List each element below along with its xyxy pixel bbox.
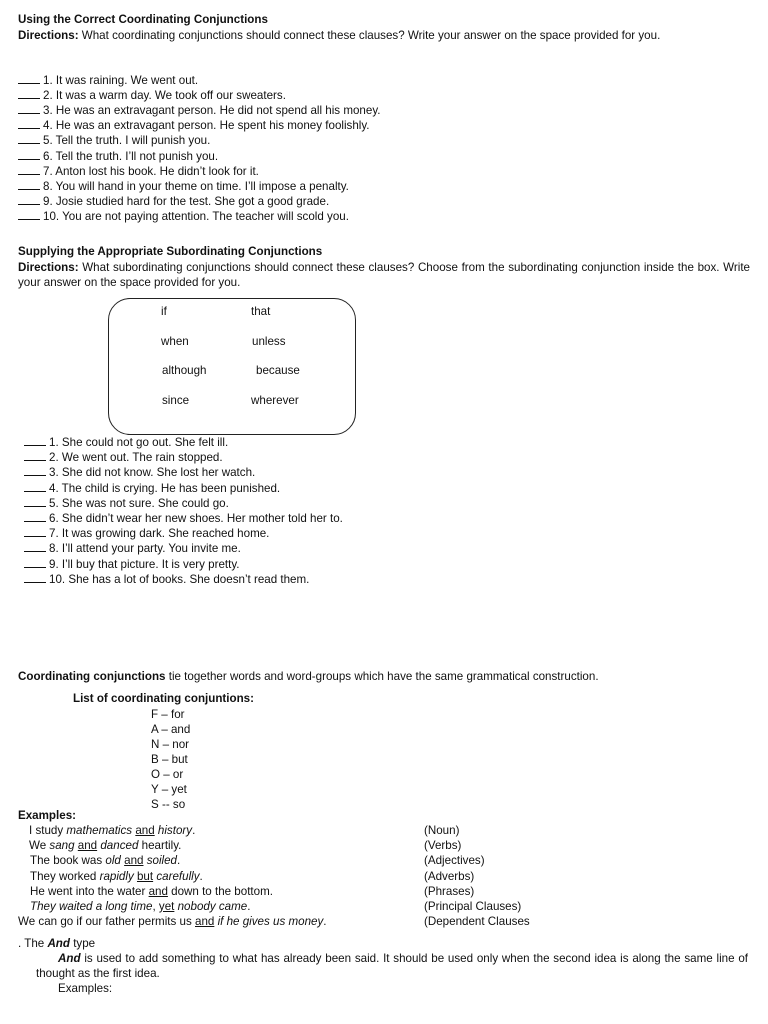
example-sentence <box>30 853 180 868</box>
answer-blank <box>18 209 40 220</box>
item-text: 3. She did not know. She lost her watch. <box>49 466 256 480</box>
example-part: I study <box>29 824 67 837</box>
exercise-item <box>24 557 240 572</box>
example-part: . <box>177 854 181 868</box>
and-type-prefix: . The <box>18 937 48 950</box>
example-part: carefully <box>156 869 200 883</box>
example-part: and <box>148 884 168 898</box>
example-category: (Verbs) <box>424 839 462 853</box>
example-part: They worked <box>30 869 100 883</box>
exercise-item <box>24 572 309 587</box>
example-part: danced <box>100 839 139 853</box>
example-category: (Principal Clauses) <box>424 900 522 913</box>
example-part: old <box>105 854 121 868</box>
example-part: mathematics <box>66 824 133 837</box>
example-sentence <box>18 914 327 929</box>
conjunction-item: S -- so <box>151 798 186 811</box>
exercise-item <box>18 209 349 224</box>
item-text: 7. It was growing dark. She reached home. <box>49 527 270 541</box>
exercise-item <box>18 133 210 148</box>
example-category: (Phrases) <box>424 884 475 898</box>
and-paragraph <box>36 951 748 981</box>
directions-text: What coordinating conjunctions should connect these clauses? Write your answer on the space provided for you. <box>78 29 661 42</box>
exercise-item <box>24 481 280 496</box>
item-text: 1. She could not go out. She felt ill. <box>49 436 229 449</box>
item-text: 10. You are not paying attention. The teacher will scold you. <box>43 209 349 223</box>
and-para-word: And <box>58 952 81 965</box>
answer-blank <box>18 103 40 114</box>
item-text: 1. It was raining. We went out. <box>43 74 199 87</box>
and-type-suffix: type <box>69 937 96 950</box>
list-title: List of coordinating conjuntions: <box>73 692 254 705</box>
item-text: 2. It was a warm day. We took off our sweaters. <box>43 89 286 103</box>
and-type-heading <box>18 936 95 951</box>
exercise-item <box>24 450 223 465</box>
example-category: (Adjectives) <box>424 854 485 868</box>
answer-blank <box>18 194 40 205</box>
conjunction-box <box>108 298 356 435</box>
answer-blank <box>18 164 40 175</box>
conjunction-item: B – but <box>151 753 188 766</box>
example-sentence <box>29 823 195 838</box>
exercise-item <box>24 541 241 556</box>
example-category: (Adverbs) <box>424 869 475 883</box>
exercise-item <box>24 465 255 480</box>
example-part: He went into the water <box>30 884 149 898</box>
section1-directions <box>18 28 750 43</box>
item-text: 9. I’ll buy that picture. It is very pretty. <box>49 557 240 571</box>
exercise-item <box>18 164 259 179</box>
example-part: if he gives us money <box>217 915 324 929</box>
example-part: We <box>29 839 50 853</box>
example-part: and <box>135 824 155 837</box>
example-sentence <box>30 884 273 899</box>
conjunction-item: N – nor <box>151 738 190 751</box>
section1-title: Using the Correct Coordinating Conjunctions <box>18 13 268 26</box>
answer-blank <box>24 526 46 537</box>
exercise-item <box>24 526 269 541</box>
answer-blank <box>24 541 46 552</box>
item-text: 10. She has a lot of books. She doesn’t read them. <box>49 572 310 586</box>
example-part: . <box>192 824 196 837</box>
item-text: 6. Tell the truth. I’ll not punish you. <box>43 149 219 163</box>
example-sentence <box>30 869 203 884</box>
answer-blank <box>18 88 40 99</box>
intro-bold: Coordinating conjunctions <box>18 670 166 683</box>
example-part: but <box>136 869 154 883</box>
box-word: wherever <box>251 393 299 407</box>
exercise-item <box>24 435 228 450</box>
box-word: although <box>162 364 207 378</box>
example-part: yet <box>158 900 175 913</box>
section2-directions <box>18 260 750 290</box>
answer-blank <box>24 465 46 476</box>
example-category: (Dependent Clauses <box>424 915 530 929</box>
exercise-item <box>18 179 349 194</box>
exercise-item <box>24 511 343 526</box>
item-text: 8. I’ll attend your party. You invite me. <box>49 542 241 556</box>
example-part: The book was <box>30 854 106 868</box>
directions-text: What subordinating conjunctions should connect these clauses? Choose from the subordinating conjunction inside the box. Write your answer on the space provided for you. <box>18 261 750 289</box>
box-word: that <box>251 305 271 318</box>
box-word: because <box>256 364 300 378</box>
exercise-item <box>18 118 370 133</box>
answer-blank <box>24 511 46 522</box>
example-sentence <box>29 838 181 853</box>
answer-blank <box>18 118 40 129</box>
example-part: . <box>323 915 327 929</box>
item-text: 3. He was an extravagant person. He did not spend all his money. <box>43 104 381 118</box>
exercise-item <box>18 103 381 118</box>
item-text: 4. The child is crying. He has been punished. <box>49 481 281 495</box>
example-part: history <box>157 824 193 837</box>
item-text: 7. Anton lost his book. He didn’t look for it. <box>43 164 259 178</box>
directions-label: Directions: <box>18 261 79 274</box>
item-text: 8. You will hand in your theme on time. I’ll impose a penalty. <box>43 179 349 193</box>
answer-blank <box>24 557 46 568</box>
example-part: , <box>152 900 159 913</box>
answer-blank <box>24 435 46 446</box>
and-type-word: And <box>47 937 70 950</box>
box-word: when <box>161 334 189 348</box>
answer-blank <box>18 133 40 144</box>
example-part: sang <box>49 839 75 853</box>
answer-blank <box>24 572 46 583</box>
intro-text: tie together words and word-groups which have the same grammatical construction. <box>165 670 599 683</box>
exercise-item <box>18 149 218 164</box>
item-text: 9. Josie studied hard for the test. She got a good grade. <box>43 194 330 208</box>
item-text: 5. Tell the truth. I will punish you. <box>43 134 211 148</box>
box-word: since <box>162 393 190 407</box>
answer-blank <box>18 179 40 190</box>
example-part: nobody came <box>177 900 248 913</box>
example-part: and <box>77 839 98 853</box>
coordinating-intro <box>18 669 599 684</box>
item-text: 2. We went out. The rain stopped. <box>49 451 223 465</box>
exercise-item <box>24 496 229 511</box>
example-part: down to the bottom. <box>167 884 273 898</box>
example-part: They waited a long time <box>30 900 153 913</box>
box-word: unless <box>252 334 286 348</box>
item-text: 5. She was not sure. She could go. <box>49 496 229 510</box>
example-part: We can go if our father permits us <box>18 915 195 929</box>
examples-label: Examples: <box>18 809 76 822</box>
and-para-text: is used to add something to what has already been said. It should be used only when the second idea is along the same line of thought as the first idea. <box>36 952 748 980</box>
conjunction-item: A – and <box>151 723 191 736</box>
example-part: soiled <box>146 854 177 868</box>
box-word: if <box>161 305 167 318</box>
answer-blank <box>24 450 46 461</box>
item-text: 6. She didn’t wear her new shoes. Her mother told her to. <box>49 512 343 525</box>
example-part: . <box>199 869 203 883</box>
exercise-item <box>18 88 286 103</box>
examples-label-2: Examples: <box>58 982 113 995</box>
directions-label: Directions: <box>18 29 79 42</box>
section2-title: Supplying the Appropriate Subordinating Conjunctions <box>18 245 323 258</box>
example-part: rapidly <box>99 869 134 883</box>
conjunction-item: Y – yet <box>151 783 187 796</box>
example-category: (Noun) <box>424 824 460 837</box>
exercise-item <box>18 194 329 209</box>
example-part: and <box>124 854 144 868</box>
example-part: and <box>195 915 215 929</box>
conjunction-item: F – for <box>151 708 185 721</box>
answer-blank <box>24 481 46 492</box>
example-part: . <box>247 900 251 913</box>
example-sentence <box>30 899 250 914</box>
exercise-item <box>18 73 198 88</box>
example-part: heartily. <box>138 839 182 853</box>
answer-blank <box>24 496 46 507</box>
answer-blank <box>18 149 40 160</box>
item-text: 4. He was an extravagant person. He spent his money foolishly. <box>43 119 370 133</box>
answer-blank <box>18 73 40 84</box>
conjunction-item: O – or <box>151 768 184 781</box>
